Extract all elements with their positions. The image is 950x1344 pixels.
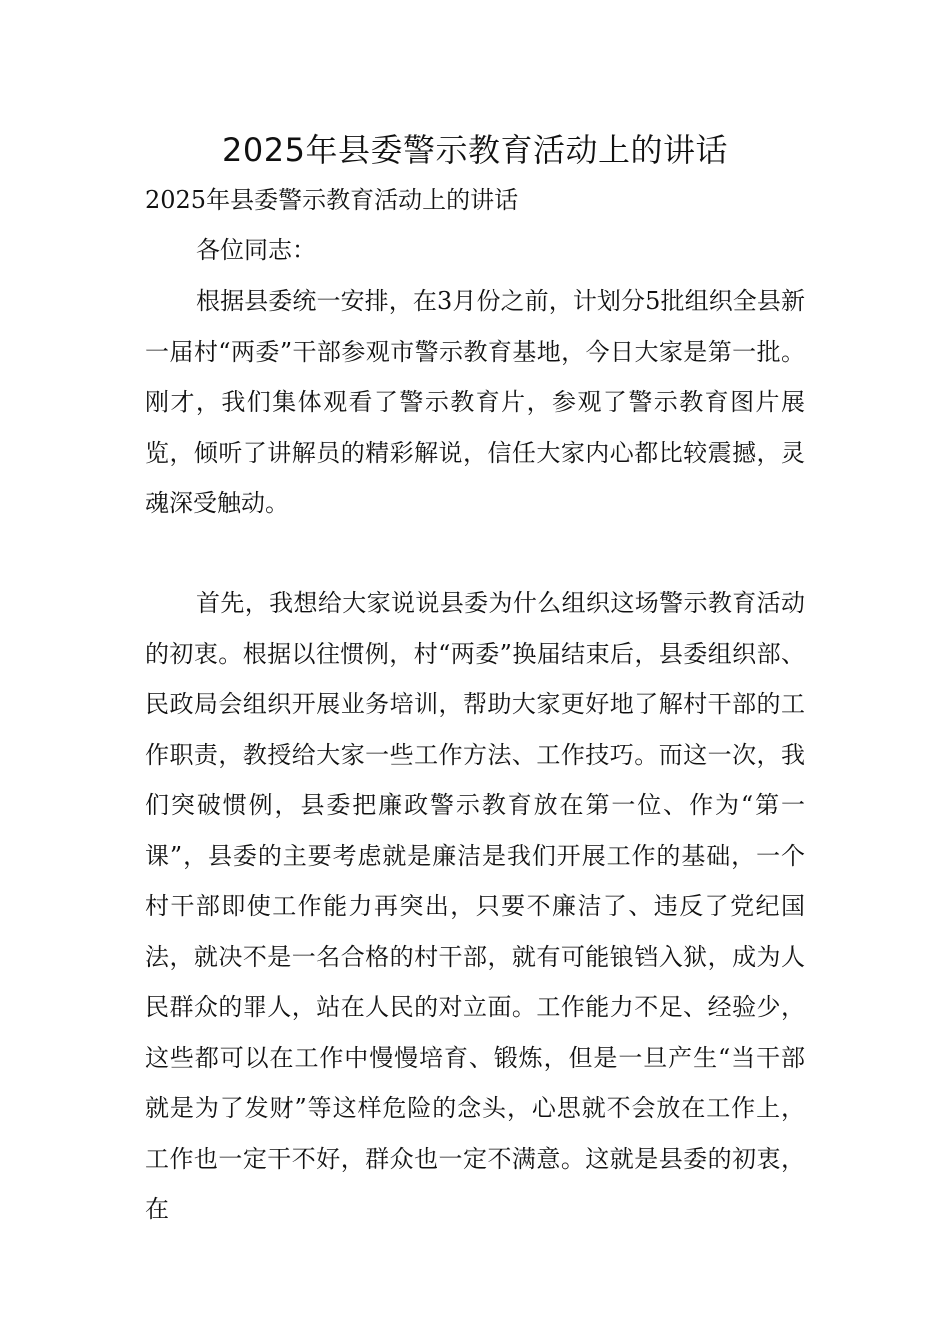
paragraph-2: 首先，我想给大家说说县委为什么组织这场警示教育活动的初衷。根据以往惯例，村“两委”换届结束后，县委组织部、民政局会组织开展业务培训，帮助大家更好地了解村干部的工作职责，教授给大家一些工作方法、工作技巧。而这一次，我们突破惯例，县委把廉政警示教育放在第一位、作为“第一课”，县委的主要考虑就是廉洁是我们开展工作的基础，一个村干部即使工作能力再突出，只要不廉洁了、违反了党纪国法，就决不是一名合格的村干部，就有可能锒铛入狱，成为人民群众的罪人，站在人民的对立面。工作能力不足、经验少，这些都可以在工作中慢慢培育、锻炼，但是一旦产生“当干部就是为了发财”等这样危险的念头，心思就不会放在工作上，工作也一定干不好，群众也一定不满意。这就是县委的初衷，在 [145, 589, 805, 1223]
paragraph-1: 根据县委统一安排，在3月份之前，计划分5批组织全县新一届村“两委”干部参观市警示教育基地，今日大家是第一批。刚才，我们集体观看了警示教育片，参观了警示教育图片展览，倾听了讲解员的精彩解说，信任大家内心都比较震撼，灵魂深受触动。 [145, 287, 805, 517]
document-subtitle: 2025年县委警示教育活动上的讲话 [145, 186, 519, 214]
salutation: 各位同志： [196, 236, 316, 264]
document-title: 2025年县委警示教育活动上的讲话 [222, 131, 728, 169]
